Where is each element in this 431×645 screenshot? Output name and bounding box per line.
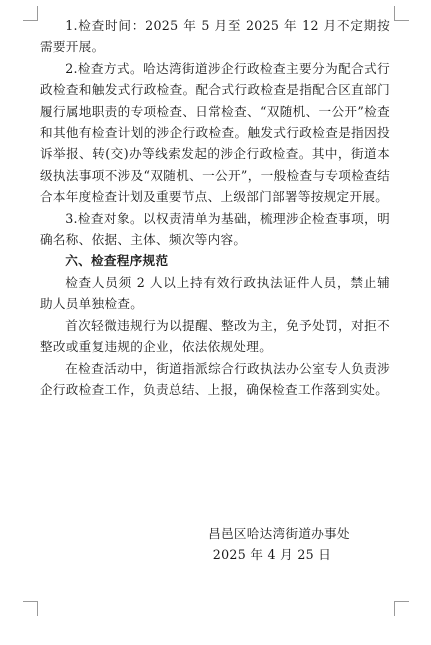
paragraph-first-violation: 首次轻微违规行为以提醒、整改为主，免予处罚，对拒不整改或重复违规的企业，依法依规处理。 [40,317,390,355]
signature-organization: 昌邑区哈达湾街道办事处 [208,526,350,541]
crop-mark-bottom-left [23,601,38,616]
paragraph-check-time: 1.检查时间：2025 年 5 月至 2025 年 12 月不定期按需要开展。 [40,18,390,55]
signature-date: 2025 年 4 月 25 日 [212,547,332,563]
paragraph-check-method: 2.检查方式。哈达湾街道涉企行政检查主要分为配合式行政检查和触发式行政检查。配合式行政检查是指配合区直部门履行属地职责的专项检查、日常检查、“双随机、一公开”检查和其他有检查计划的涉企行政检查。触发式行政检查是指因投诉举报、转(交)办等线索发起的涉企行政检查。其中，街道本级执法事项不涉及“双随机、一公开”，一般检查与专项检查结合本年度检查计划及重要节点、上级部门部署等按规定开展。 [40,60,390,205]
crop-mark-bottom-right [394,601,409,616]
section-heading: 六、检查程序规范 [65,253,169,269]
paragraph-check-target: 3.检查对象。以权责清单为基础，梳理涉企检查事项，明确名称、依据、主体、频次等内容。 [40,210,390,248]
crop-mark-top-left [23,6,38,21]
signature-block [150,523,390,566]
paragraph-inspector-requirement: 检查人员须 2 人以上持有效行政执法证件人员，禁止辅助人员单独检查。 [40,274,390,312]
crop-mark-top-right [394,6,409,21]
paragraph-responsibility: 在检查活动中，街道指派综合行政执法办公室专人负责涉企行政检查工作，负责总结、上报，确保检查工作落到实处。 [40,360,390,397]
document-body [40,15,390,400]
